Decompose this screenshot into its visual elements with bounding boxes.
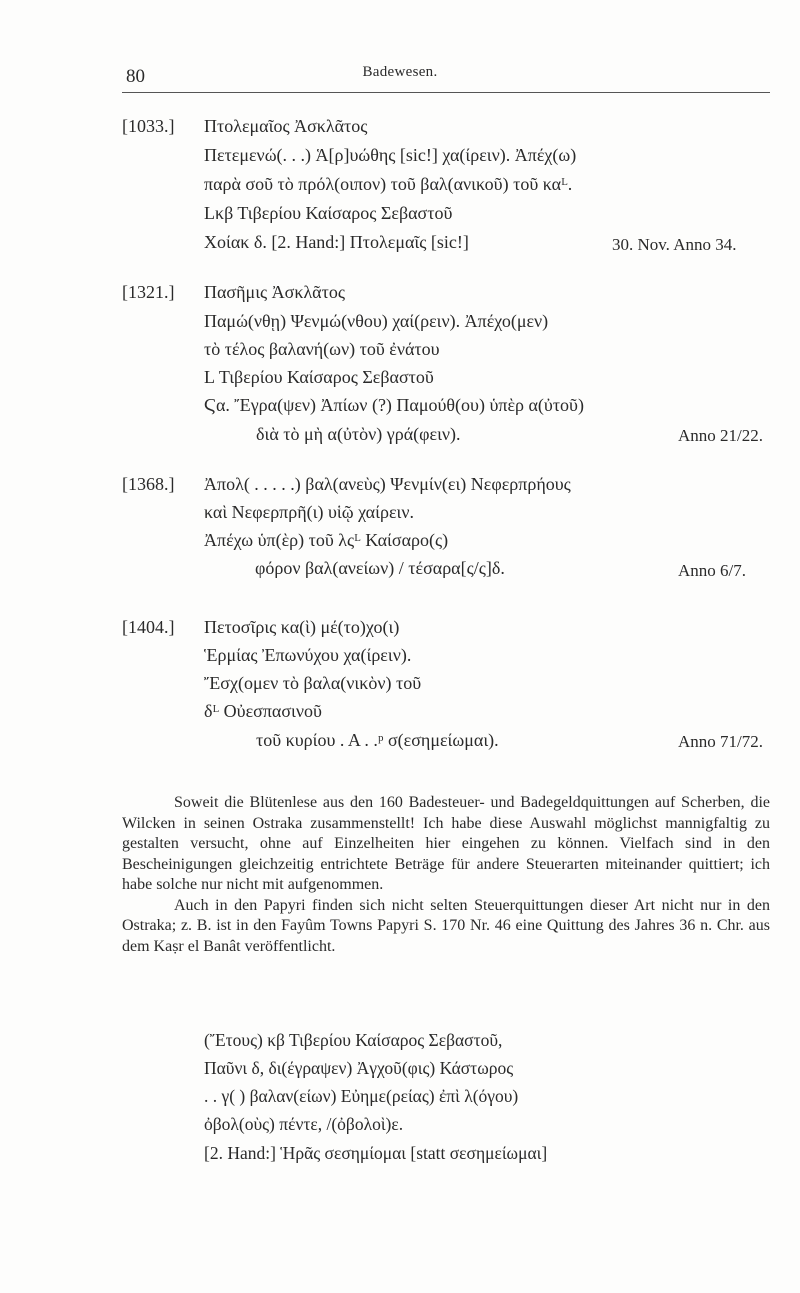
greek-line: ὀβολ(οὺς) πέντε, /(ὀβολοὶ)ε.	[204, 1114, 404, 1134]
greek-line: φόρον βαλ(ανείων) / τέσαρα[ς/ς]δ.	[255, 558, 505, 578]
entry-date: Anno 6/7.	[678, 561, 746, 580]
entry-date: 30. Nov. Anno 34.	[612, 235, 737, 254]
greek-line: τὸ τέλος βαλανή(ων) τοῦ ἐνάτου	[204, 339, 440, 359]
greek-line: Ἀπολ( . . . . .) βαλ(ανεὺς) Ψενμίν(ει) Νεφερπρήους	[204, 474, 571, 494]
entry-date: Anno 21/22.	[678, 426, 763, 445]
greek-line: καὶ Νεφερπρῆ(ι) υἱῷ χαίρειν.	[204, 502, 414, 522]
greek-line: Παῦνι δ, δι(έγραψεν) Ἀγχοῦ(φις) Κάστωρος	[204, 1058, 514, 1078]
paragraph: Soweit die Blütenlese aus den 160 Badesteuer- und Badegeldquittungen auf Scherben, die Wilcken in seinen Ostraka zusammenstellt! Ich habe diese Auswahl möglichst mannigfaltig zu gestalten versucht, ohne auf Einzelheiten hier eingehen zu können. Vielfach sind in den Bescheinigungen gleichzeitig entrichtete Beträge für andere Steuerarten miteinander quittiert; ich habe solche nur nicht mit aufgenommen.	[122, 794, 770, 893]
greek-line: Πετεμενώ(. . .) Ἁ[ρ]υώθης [sic!] χα(ίρειν). Ἀπέχ(ω)	[204, 145, 577, 165]
greek-line: (Ἔτους) κβ Τιβερίου Καίσαρος Σεβαστοῦ,	[204, 1030, 503, 1050]
greek-line: παρὰ σοῦ τὸ πρόλ(οιπον) τοῦ βαλ(ανικοῦ) τοῦ καᴸ.	[204, 174, 573, 194]
greek-line: Ἔσχ(ομεν τὸ βαλα(νικὸν) τοῦ	[204, 673, 422, 693]
greek-line: L Τιβερίου Καίσαρος Σεβαστοῦ	[204, 367, 434, 387]
greek-line: Ϛα. Ἔγρα(ψεν) Ἀπίων (?) Παμούθ(ου) ὑπὲρ α(ὐτοῦ)	[204, 395, 584, 415]
running-title: Badewesen.	[362, 64, 438, 80]
page-number: 80	[126, 66, 145, 87]
greek-line: Πετοσῖρις κα(ὶ) μέ(το)χο(ι)	[204, 617, 400, 637]
greek-line: Πτολεμαῖος Ἀσκλᾶτος	[204, 116, 368, 136]
greek-line: Πασῆμις Ἀσκλᾶτος	[204, 282, 345, 302]
greek-line: Παμώ(νθῃ) Ψενμώ(νθου) χαί(ρειν). Ἀπέχο(μεν)	[204, 311, 549, 331]
greek-line: Ἀπέχω ὑπ(ὲρ) τοῦ λςᴸ Καίσαρο(ς)	[204, 530, 449, 550]
greek-line: Ἑρμίας Ἐπωνύχου χα(ίρειν).	[204, 645, 412, 665]
greek-line: Χοίακ δ. [2. Hand:] Πτολεμαῖς [sic!]	[204, 232, 469, 252]
greek-line: διὰ τὸ μὴ α(ὐτὸν) γρά(φειν).	[256, 424, 461, 444]
entry-number: [1321.]	[122, 282, 175, 302]
entry-number: [1033.]	[122, 116, 175, 136]
entry-number: [1368.]	[122, 474, 175, 494]
paragraph: Auch in den Papyri finden sich nicht selten Steuerquittungen dieser Art nicht nur in den Ostraka; z. B. ist in den Fayûm Towns Papyri S. 170 Nr. 46 eine Quittung des Jahres 36 n. Chr. aus dem Kaṣr el Banât veröffentlicht.	[122, 896, 770, 955]
greek-line: δᴸ Οὐεσπασινοῦ	[204, 701, 322, 721]
greek-line: Lκβ Τιβερίου Καίσαρος Σεβαστοῦ	[204, 203, 453, 223]
greek-line: . . γ( ) βαλαν(είων) Εὐημε(ρείας) ἐπὶ λ(όγου)	[204, 1086, 519, 1106]
header-rule	[122, 92, 770, 93]
greek-line: τοῦ κυρίου . Α . .ᵖ σ(εσημείωμαι).	[256, 730, 499, 750]
greek-line: [2. Hand:] Ἡρᾶς σεσημίομαι [statt σεσημείωμαι]	[204, 1143, 548, 1163]
entry-number: [1404.]	[122, 617, 175, 637]
body-text	[122, 793, 770, 957]
entry-date: Anno 71/72.	[678, 732, 763, 751]
